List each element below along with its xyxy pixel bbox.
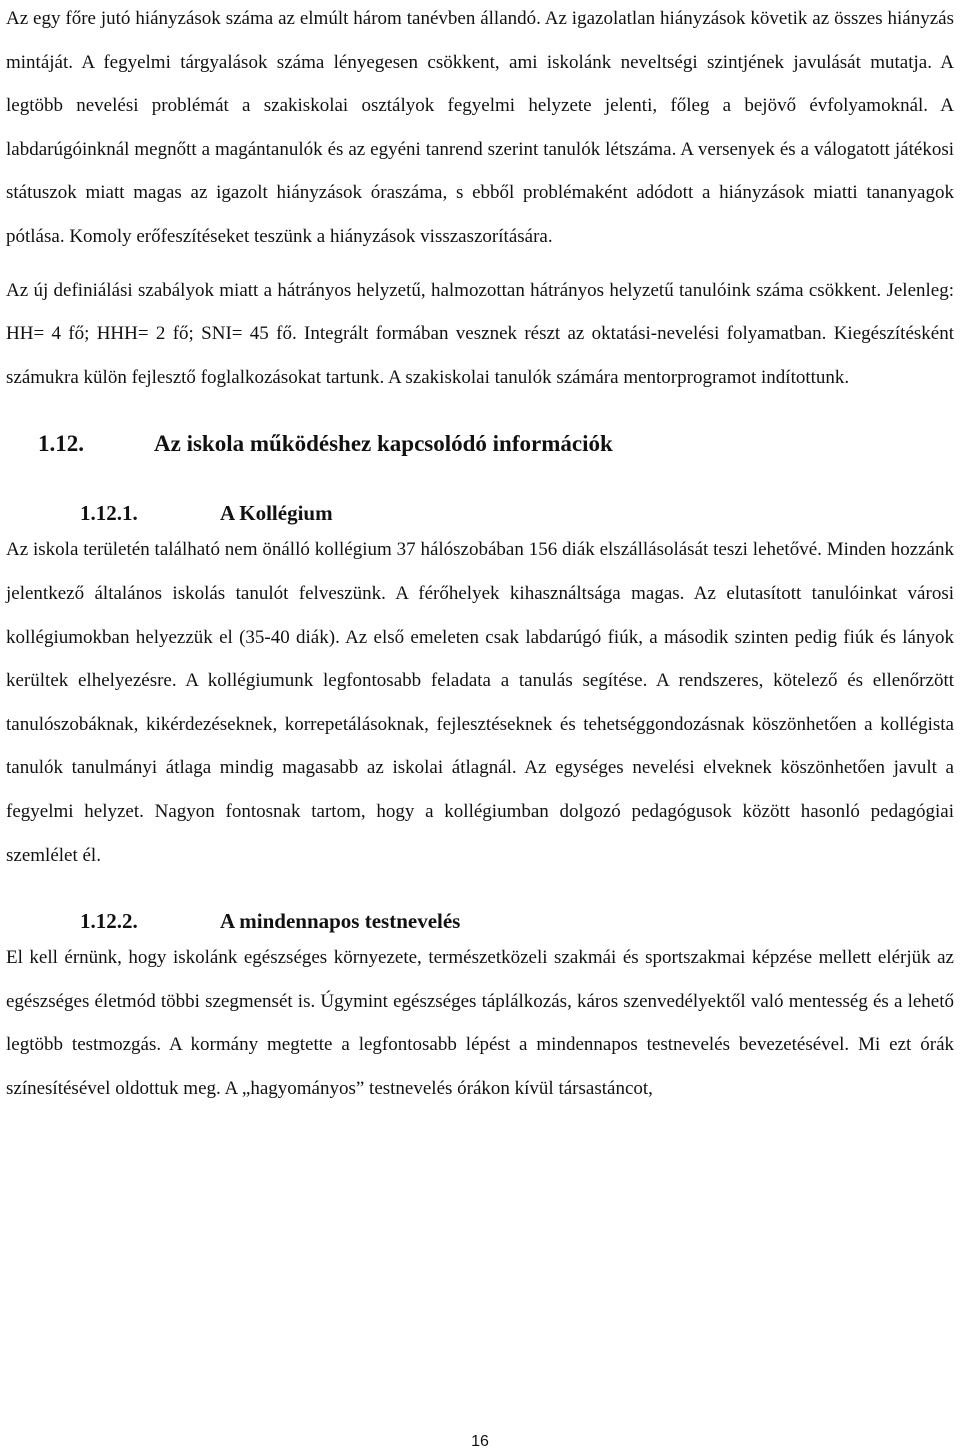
subsection-title: A mindennapos testnevelés xyxy=(220,909,461,934)
subsection-heading-1-12-1 xyxy=(6,498,954,528)
document-page xyxy=(6,0,954,1110)
subsection-title: A Kollégium xyxy=(220,501,333,526)
section-heading-1-12 xyxy=(6,429,954,459)
section-title: Az iskola működéshez kapcsolódó információk xyxy=(154,431,613,457)
paragraph-disadvantaged-students: Az új definiálási szabályok miatt a hátrányos helyzetű, halmozottan hátrányos helyzetű tanulóink száma csökkent. Jelenleg: HH= 4 fő; HHH= 2 fő; SNI= 45 fő. Integrált formában vesznek részt az oktatási-nevelési folyamatban. Kiegészítésként számukra külön fejlesztő foglalkozásokat tartunk. A szakiskolai tanulók számára mentorprogramot indítottunk. xyxy=(6,279,954,388)
page-number: 16 xyxy=(471,1433,489,1450)
paragraph-absences: Az egy főre jutó hiányzások száma az elmúlt három tanévben állandó. Az igazolatlan hiányzások követik az összes hiányzás mintáját. A fegyelmi tárgyalások száma lényegesen csökkent, ami iskolánk neveltségi szintjének javulását mutatja. A legtöbb nevelési problémát a szakiskolai osztályok fegyelmi helyzete jelenti, főleg a bejövő évfolyamoknál. A labdarúgóinknál megnőtt a magántanulók és az egyéni tanrend szerint tanulók létszáma. A versenyek és a válogatott játékosi státuszok miatt magas az igazolt hiányzások óraszáma, s ebből problémaként adódott a hiányzások miatti tananyagok pótlása. Komoly erőfeszítéseket teszünk a hiányzások visszaszorítására. xyxy=(6,8,954,247)
paragraph-dormitory: Az iskola területén található nem önálló kollégium 37 hálószobában 156 diák elszállásolását teszi lehetővé. Minden hozzánk jelentkező általános iskolás tanulót felveszünk. A férőhelyek kihasználtsága magas. Az elutasított tanulóinkat városi kollégiumokban helyezzük el (35-40 diák). Az első emeleten csak labdarúgó fiúk, a második szinten pedig fiúk és lányok kerültek elhelyezésre. A kollégiumunk legfontosabb feladata a tanulás segítése. A rendszeres, kötelező és ellenőrzött tanulószobáknak, kikérdezéseknek, korrepetálásoknak, fejlesztéseknek és tehetséggondozásnak köszönhetően a kollégista tanulók tanulmányi átlaga mindig magasabb az iskolai átlagnál. Az egységes nevelési elveknek köszönhetően javult a fegyelmi helyzet. Nagyon fontosnak tartom, hogy a kollégiumban dolgozó pedagógusok között hasonló pedagógiai szemlélet él. xyxy=(6,539,954,866)
subsection-heading-1-12-2 xyxy=(6,906,954,936)
paragraph-daily-pe: El kell érnünk, hogy iskolánk egészséges környezete, természetközeli szakmái és sportszakmai képzése mellett elérjük az egészséges életmód többi szegmensét is. Úgymint egészséges táplálkozás, káros szenvedélyektől való mentesség és a lehető legtöbb testmozgás. A kormány megtette a legfontosabb lépést a mindennapos testnevelés bevezetésével. Mi ezt órák színesítésével oldottuk meg. A „hagyományos” testnevelés órákon kívül társastáncot, xyxy=(6,947,954,1099)
subsection-number: 1.12.2. xyxy=(80,909,138,934)
subsection-number: 1.12.1. xyxy=(80,501,138,526)
section-number: 1.12. xyxy=(38,431,84,457)
